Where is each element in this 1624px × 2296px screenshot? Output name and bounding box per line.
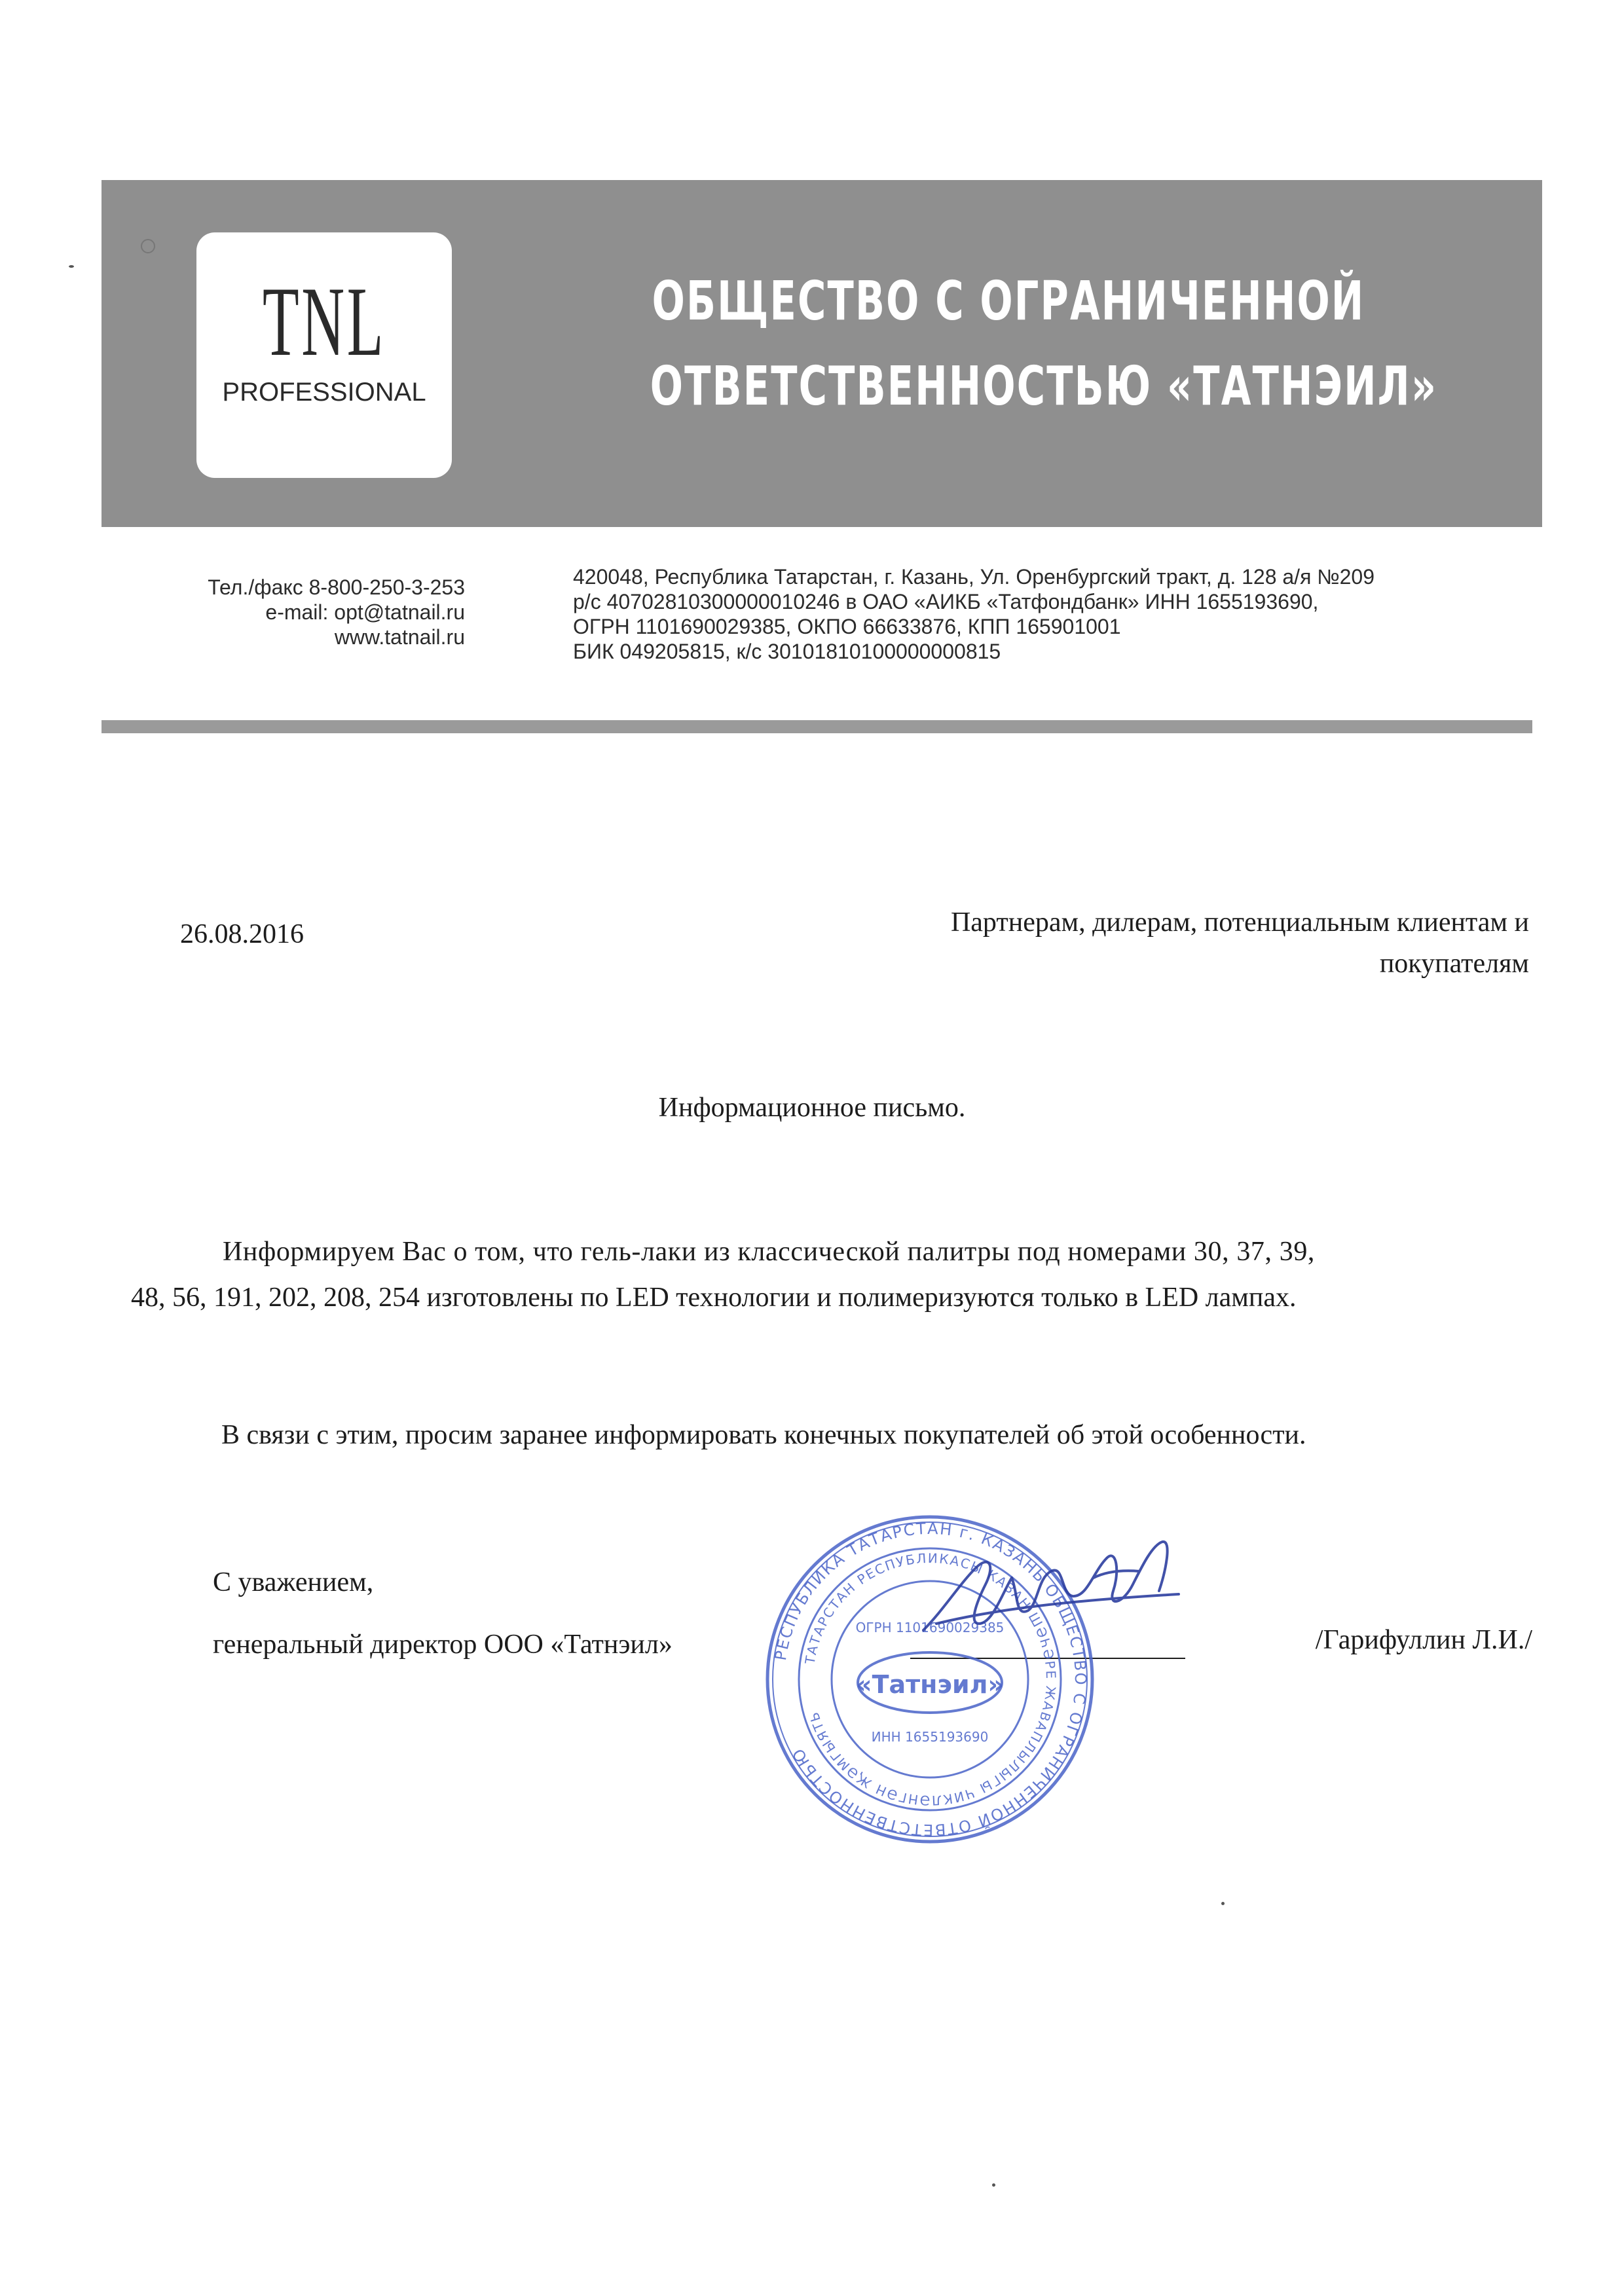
contact-email: e-mail: opt@tatnail.ru — [265, 600, 465, 624]
contact-phone: Тел./факс 8-800-250-3-253 — [208, 575, 465, 599]
closing-salutation: С уважением, — [213, 1567, 374, 1597]
logo-subtitle: PROFESSIONAL — [222, 378, 426, 407]
handwritten-signature — [897, 1532, 1198, 1643]
header-divider — [101, 720, 1532, 733]
stamp-outer-text: РЕСПУБЛИКА ТАТАРСТАН г. КАЗАНЬ ОБЩЕСТВО С ОГРАНИЧЕННОЙ ОТВЕТСТВЕННОСТЬЮ — [771, 1519, 1090, 1840]
recipient-line1: Партнерам, дилерам, потенциальным клиентам и — [950, 907, 1529, 938]
company-logo — [196, 232, 452, 478]
company-bik: БИК 049205815, к/с 30101810100000000815 — [573, 640, 1001, 663]
stamp-company-name: «Татнэил» — [856, 1670, 1004, 1699]
company-address: 420048, Республика Татарстан, г. Казань, Ул. Оренбургский тракт, д. 128 а/я №209 — [573, 565, 1375, 589]
stamp-inn: ИНН 1655193690 — [871, 1729, 989, 1745]
company-name-line1: ОБЩЕСТВО С ОГРАНИЧЕННОЙ — [652, 270, 1365, 333]
signatory-title: генеральный директор ООО «Татнэил» — [213, 1630, 673, 1660]
letter-date: 26.08.2016 — [180, 919, 304, 949]
letter-title: Информационное письмо. — [658, 1093, 966, 1123]
signatory-name: /Гарифуллин Л.И./ — [1315, 1625, 1532, 1655]
body-paragraph1-line1: Информируем Вас о том, что гель-лаки из классической палитры под номерами 30, 37, 39, — [223, 1237, 1316, 1267]
body-paragraph1-line2: 48, 56, 191, 202, 208, 254 изготовлены по LED технологии и полимеризуются только в LED лампах. — [131, 1283, 1297, 1313]
recipient-line2: покупателям — [1379, 949, 1529, 979]
logo-mark: TNL — [262, 266, 386, 376]
company-name-line2: ОТВЕТСТВЕННОСТЬЮ «ТАТНЭИЛ» — [650, 355, 1438, 418]
scan-speck — [1221, 1902, 1225, 1905]
scan-speck — [992, 2183, 995, 2187]
contact-website: www.tatnail.ru — [334, 625, 465, 649]
body-paragraph2: В связи с этим, просим заранее информировать конечных покупателей об этой особенности. — [221, 1420, 1306, 1450]
scan-speck — [69, 265, 74, 268]
stamp-ogrn: ОГРН 1101690029385 — [855, 1620, 1005, 1635]
stamp-inner-text: ТАТАРСТАН РЕСПУБЛИКАСЫ КАЗАН ШӘҺӘРЕ ЖАВАПЛЫЛЫГЫ ЧИКЛӘНГӘН ҖӘМГЫЯТЬ — [802, 1550, 1060, 1809]
company-registration: ОГРН 1101690029385, ОКПО 66633876, КПП 165901001 — [573, 615, 1121, 638]
company-bank-account: р/с 40702810300000010246 в ОАО «АИКБ «Татфондбанк» ИНН 1655193690, — [573, 590, 1319, 613]
